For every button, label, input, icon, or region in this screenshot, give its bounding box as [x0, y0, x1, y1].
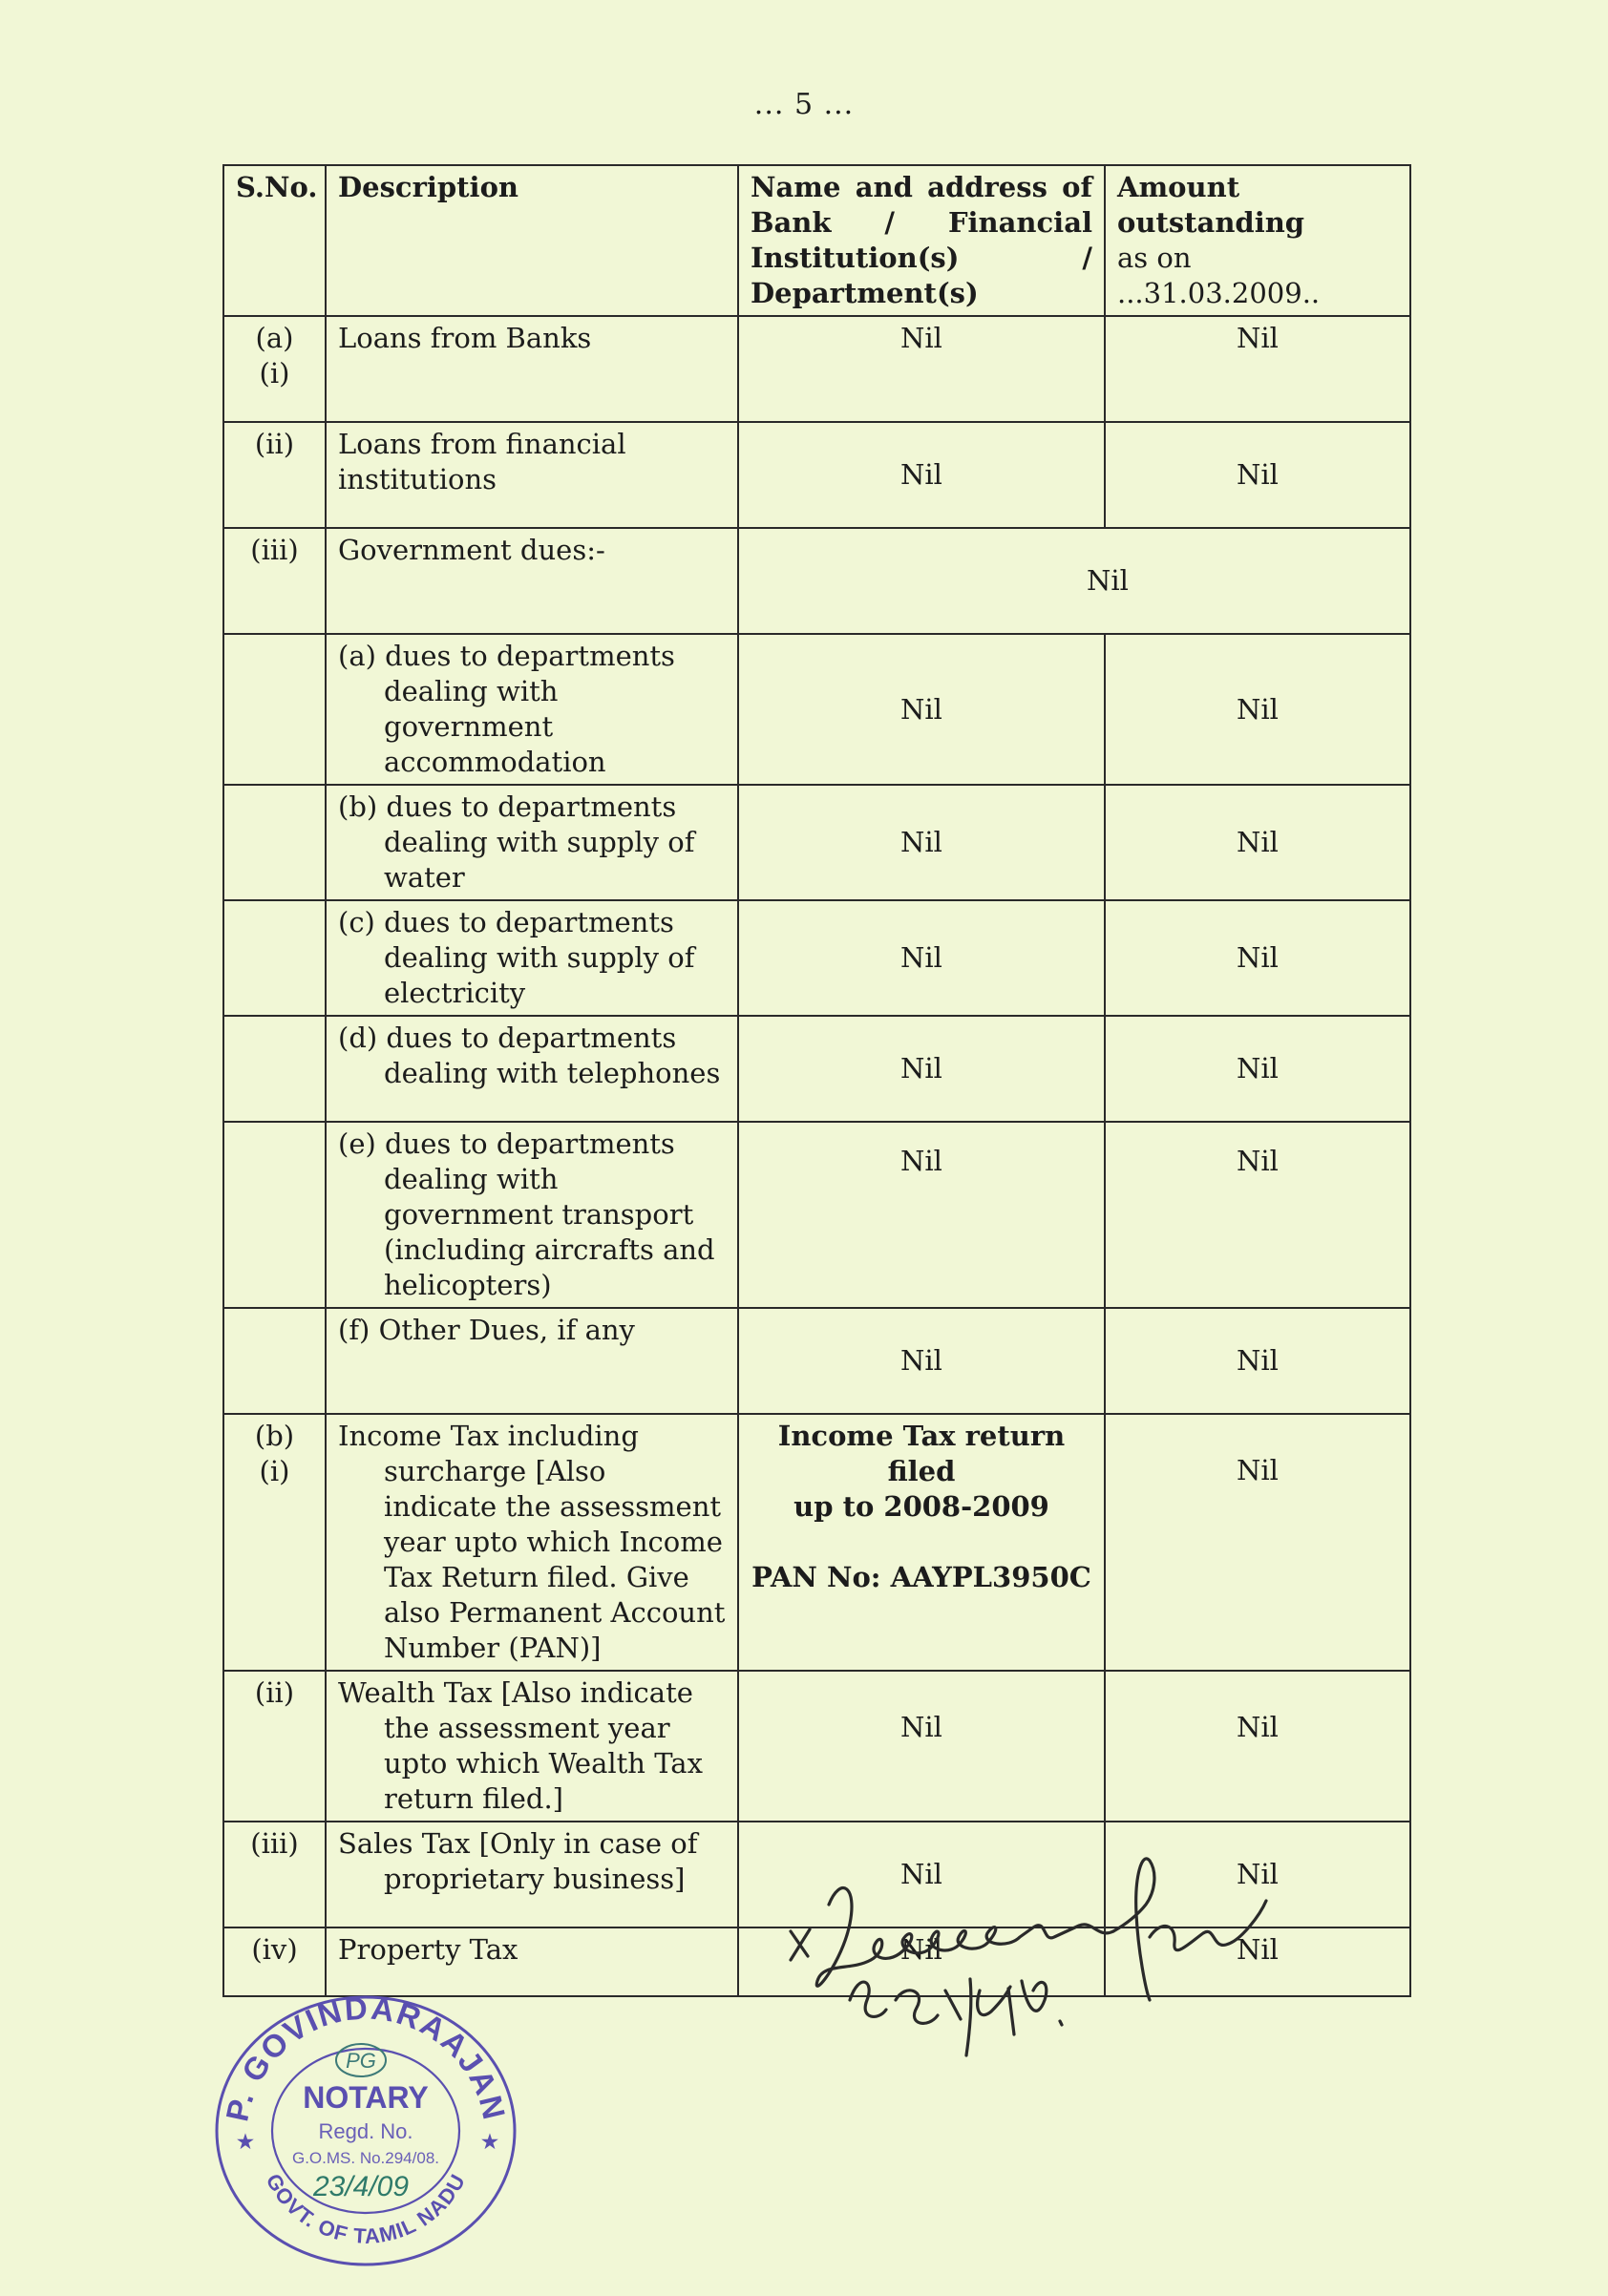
stamp-star-right: ★ [481, 2132, 498, 2153]
row-description-text: (a) dues to departments dealing with government accommodation [338, 640, 675, 778]
row-description-text: Wealth Tax [Also indicate the assessment year upto which Wealth Tax return filed.] [338, 1676, 703, 1815]
stamp-date: 23/4/09 [312, 2171, 410, 2202]
row-bank: Nil [738, 1308, 1105, 1414]
liabilities-table [222, 164, 1411, 1997]
table-row [223, 634, 1410, 785]
row-amount: Nil [1105, 1927, 1410, 1996]
row-description [326, 1016, 738, 1122]
row-description [326, 1414, 738, 1671]
table-row [223, 1122, 1410, 1308]
row-description: Property Tax [326, 1927, 738, 1996]
row-sno [223, 785, 326, 900]
row-description: Government dues:- [326, 528, 738, 634]
row-sno [223, 1308, 326, 1414]
row-description-text: Sales Tax [Only in case of proprietary business] [338, 1827, 698, 1895]
table-header-row [223, 165, 1410, 316]
table-row [223, 1671, 1410, 1822]
row-description [326, 1122, 738, 1308]
stamp-gom: G.O.MS. No.294/08. [291, 2149, 440, 2167]
header-bank-line: Institution(s) / [751, 242, 1092, 274]
row-sno: (b) (i) [223, 1414, 326, 1671]
row-bank [738, 1414, 1105, 1671]
row-amount: Nil [1105, 785, 1410, 900]
header-amount-line: outstanding [1117, 206, 1305, 239]
row-amount: Nil [1105, 316, 1410, 422]
row-description [326, 1822, 738, 1927]
table-row [223, 316, 1410, 422]
stamp-name-text: P. GOVINDARAAJAN [219, 1990, 513, 2125]
row-sno: (iv) [223, 1927, 326, 1996]
stamp-initials: PG [346, 2049, 376, 2073]
row-amount: Nil [1105, 1308, 1410, 1414]
row-amount: Nil [1105, 634, 1410, 785]
row-amount: Nil [1105, 1414, 1410, 1671]
header-description: Description [326, 165, 738, 316]
row-description-text: (c) dues to departments dealing with supply of electricity [338, 906, 695, 1009]
row-description [326, 900, 738, 1016]
row-bank: Nil [738, 1822, 1105, 1927]
income-tax-return-line: Income Tax return filed [777, 1420, 1066, 1487]
row-amount: Nil [1105, 1016, 1410, 1122]
row-description-text: (b) dues to departments dealing with supply of water [338, 790, 695, 894]
row-amount: Nil [1105, 1822, 1410, 1927]
header-amount [1105, 165, 1410, 316]
row-amount: Nil [1105, 1122, 1410, 1308]
row-amount: Nil [1105, 900, 1410, 1016]
row-sno: (a) (i) [223, 316, 326, 422]
row-bank: Nil [738, 1927, 1105, 1996]
row-description [326, 634, 738, 785]
row-sno [223, 1122, 326, 1308]
row-amount: Nil [1105, 1671, 1410, 1822]
table-row [223, 785, 1410, 900]
row-sno: (ii) [223, 422, 326, 528]
row-description-text: Income Tax including surcharge [Also indicate the assessment year upto which Income Tax Return filed. Give also Permanent Account Number (PAN)] [338, 1420, 726, 1664]
table-row [223, 1414, 1410, 1671]
row-bank: Nil [738, 634, 1105, 785]
row-bank: Nil [738, 1016, 1105, 1122]
stamp-star-left: ★ [237, 2132, 254, 2153]
stamp-govt-text: GOVT. OF TAMIL NADU [261, 2169, 471, 2248]
row-description-text: (d) dues to departments dealing with telephones [338, 1022, 721, 1089]
row-bank: Nil [738, 785, 1105, 900]
page-number: ... 5 ... [753, 88, 855, 121]
notary-stamp [208, 1986, 523, 2272]
header-bank-line: Bank / Financial [751, 206, 1092, 239]
header-amount-line: as on ...31.03.2009.. [1117, 242, 1321, 309]
row-merged-value [738, 528, 1410, 634]
row-description-text: (e) dues to departments dealing with government transport (including aircrafts and helicopters) [338, 1127, 715, 1301]
row-bank: Nil [738, 1671, 1105, 1822]
header-bank [738, 165, 1105, 316]
row-sno: (ii) [223, 1671, 326, 1822]
table-row [223, 422, 1410, 528]
row-sno [223, 900, 326, 1016]
header-bank-line: Department(s) [751, 277, 979, 309]
row-bank: Nil [738, 900, 1105, 1016]
income-tax-year-line: up to 2008-2009 [793, 1490, 1049, 1523]
row-bank: Nil [738, 316, 1105, 422]
row-merged-text: Nil [1087, 564, 1129, 597]
row-amount: Nil [1105, 422, 1410, 528]
row-description: Loans from Banks [326, 316, 738, 422]
row-sno [223, 1016, 326, 1122]
header-bank-line: Name and address of [751, 171, 1092, 203]
table-row [223, 528, 1410, 634]
pan-number: PAN No: AAYPL3950C [751, 1561, 1091, 1593]
header-sno: S.No. [223, 165, 326, 316]
row-sno: (iii) [223, 1822, 326, 1927]
row-description [326, 785, 738, 900]
stamp-title: NOTARY [303, 2080, 429, 2115]
row-description [326, 1671, 738, 1822]
row-description: Loans from financial institutions [326, 422, 738, 528]
header-amount-line: Amount [1117, 171, 1240, 203]
row-sno [223, 634, 326, 785]
row-description: (f) Other Dues, if any [326, 1308, 738, 1414]
spacer [751, 1525, 1092, 1560]
row-bank: Nil [738, 422, 1105, 528]
table-row [223, 1308, 1410, 1414]
row-bank: Nil [738, 1122, 1105, 1308]
table-row [223, 1016, 1410, 1122]
handwritten-signature [783, 1857, 1327, 2096]
table-row [223, 900, 1410, 1016]
row-sno: (iii) [223, 528, 326, 634]
stamp-regd: Regd. No. [318, 2119, 413, 2143]
